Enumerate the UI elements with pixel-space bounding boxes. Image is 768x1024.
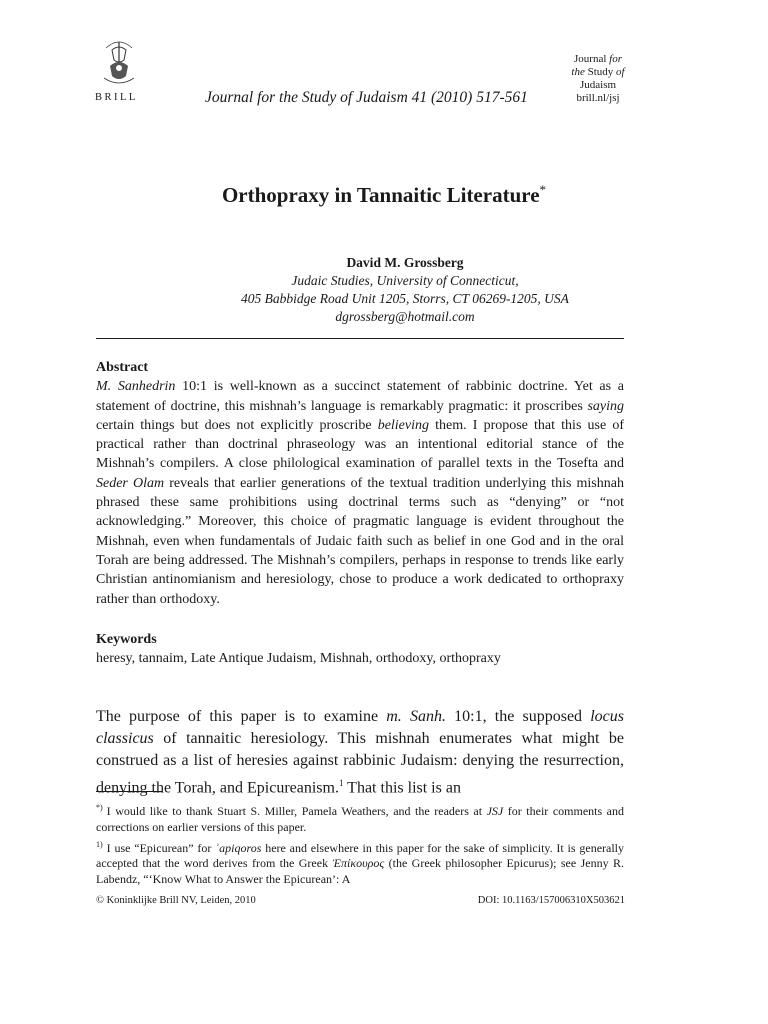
author-block (0, 254, 768, 326)
footnote-star: *) I would like to thank Stuart S. Miller, Pamela Weathers, and the readers at JSJ for their comments and corrections on earlier versions of this paper. (96, 803, 624, 834)
abstract (96, 358, 624, 609)
author-email[interactable]: dgrossberg@hotmail.com (335, 309, 475, 324)
copyright: © Koninklijke Brill NV, Leiden, 2010 (96, 895, 256, 906)
doi[interactable]: DOI: 10.1163/157006310X503621 (477, 895, 625, 906)
divider (96, 338, 624, 339)
keywords-heading: Keywords (96, 632, 157, 647)
journal-citation: Journal for the Study of Judaism 41 (2010) 517-561 (205, 89, 528, 106)
footnote-1: $^{1)}$ I use “Epicurean” for ʾapiqoros here and elsewhere in this paper for the sake of simplicity. It is generally accepted that the word derives from the Greek Ἐπίκουρος (the Greek philosopher Epicurus); see Jenny R. Labendz, “‘Know What to Answer the Epicurean’: A (96, 839, 625, 886)
keywords-text: heresy, tannaim, Late Antique Judaism, Mishnah, orthodoxy, orthopraxy (96, 651, 501, 667)
publisher-name: BRILL (95, 92, 138, 103)
keywords (96, 630, 624, 669)
journal-url[interactable]: brill.nl/jsj (576, 92, 620, 104)
brill-logo (100, 38, 138, 88)
article-title: Orthopraxy in Tannaitic Literature* (221, 182, 547, 207)
journal-masthead: Journal for the Study of Judaism brill.nl/jsj (548, 53, 648, 105)
footnote-divider (96, 791, 162, 792)
footnotes (96, 800, 624, 889)
abstract-heading: Abstract (96, 360, 149, 375)
author-name: David M. Grossberg (346, 255, 464, 270)
body-paragraph: The purpose of this paper is to examine m. Sanh. 10:1, the supposed locus classicus of tannaitic heresiology. This mishnah enumerates what might be construed as a list of heresies against rabbinic Judaism: denying the resurrection, denying the Torah, and Epicureanism.$^1$ That this list is an (96, 708, 624, 797)
author-affiliation: Judaic Studies, University of Connecticut, (291, 273, 519, 288)
abstract-text: M. Sanhedrin 10:1 is well-known as a succinct statement of rabbinic doctrine. Yet as a statement of doctrine, this mishnah’s language is remarkably pragmatic: it proscribes saying certain things but does not explicitly proscribe believing them. I propose that this use of practical rather than doctrinal phraseology was an intentional editorial stance of the Mishnah’s compilers. A close philological examination of parallel texts in the Tosefta and Seder Olam reveals that earlier generations of the textual tradition underlying this mishnah phrased these same prohibitions using doctrinal terms such as “denying” or “not acknowledging.” Moreover, this choice of pragmatic language is evident throughout the Mishnah, even when fundamentals of Judaic faith such as belief in one God and in the oral Torah are being addressed. The Mishnah’s compilers, perhaps in response to trends like early Christian antinomianism and heresiology, chose to produce a work dedicated to orthopraxy rather than orthodoxy. (96, 379, 624, 607)
author-address: 405 Babbidge Road Unit 1205, Storrs, CT 06269-1205, USA (241, 291, 569, 306)
footnote-ref[interactable]: 1 (338, 778, 344, 788)
